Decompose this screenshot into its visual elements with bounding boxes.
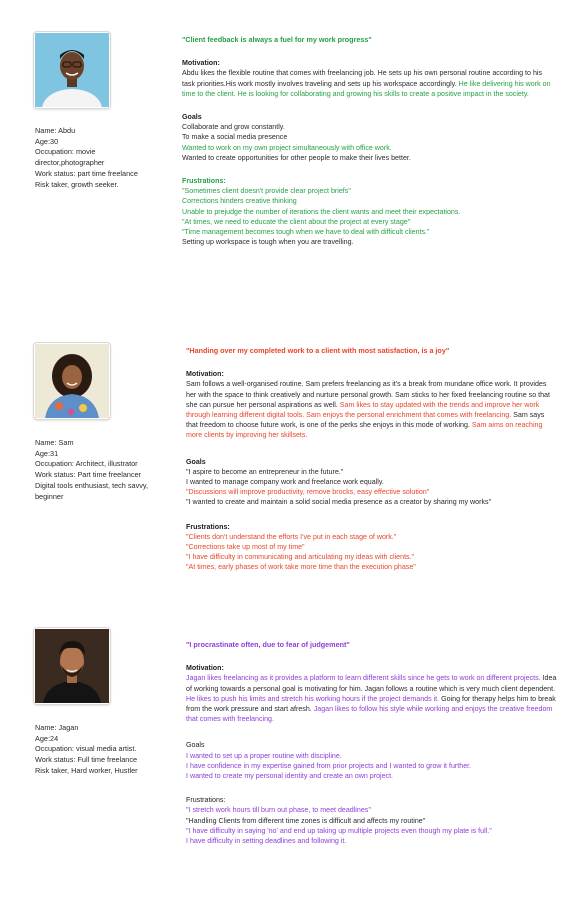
sam-frustration-item: "I have difficulty in communicating and articulating my ideas with clients." [186,553,415,562]
sam-info [35,438,165,502]
sam-frustration-item: "Corrections take up most of my time" [186,543,305,552]
abdu-info [35,126,165,190]
jagan-occupation: Occupation: visual media artist. [35,744,137,754]
jagan-frustration-item: "Handling Clients from different time zones is difficult and affects my routine" [186,816,426,825]
jagan-goals-title: Goals [186,741,205,750]
abdu-frustrations-title: Frustrations: [182,177,226,186]
abdu-motivation-title: Motivation: [182,59,220,68]
sam-goal-item: "I aspire to become an entrepreneur in the future." [186,467,344,476]
abdu-goals-list [182,122,554,163]
jagan-content [186,640,558,846]
abdu-work-status: Work status: part time freelance [35,168,138,178]
abdu-goal-item: Wanted to create opportunities for other people to make their lives better. [182,153,411,162]
sam-traits: Digital tools enthusiast, tech savvy, beginner [35,480,149,501]
sam-motivation-part-1: Sam follows a well-organised routine. Sam prefers freelancing as it's a break from mundane office work. It provides her with the space to think creatively and nurture personal growth. Sam sticks to her fixed freelancing routine so that she can pursue her personal aspirations as well. [186,380,550,409]
sam-frustration-item: "Clients don't understand the efforts I've put in each stage of work." [186,532,397,541]
abdu-quote: "Client feedback is always a fuel for my work progress" [182,35,372,44]
jagan-motivation-part-3: He likes to push his limits and stretch his working hours if the project demands it. [186,694,440,703]
abdu-goal-item: To make a social media presence [182,133,288,142]
abdu-age: Age:30 [35,136,59,146]
jagan-goals-list [186,751,558,782]
abdu-frustration-item: "Time management becomes tough when we have to deal with difficult clients." [182,228,430,237]
jagan-frustrations-list [186,805,558,846]
sam-motivation-part-2: Sam likes to stay updated with the trends and improve her work through learning different digital tools. Sam enjoys the personal enrichment that comes with freelancing. [186,400,540,420]
jagan-motivation-part-4: Going for therapy helps him to break from the work pressure and start afresh. [186,694,556,714]
abdu-traits: Risk taker, growth seeker. [35,179,119,189]
sam-photo [33,342,111,420]
abdu-motivation-text [182,68,554,99]
abdu-goals-title: Goals [182,113,202,122]
sam-quote: "Handing over my completed work to a client with most satisfaction, is a joy" [186,346,450,355]
abdu-frustration-item: Corrections hinders creative thinking [182,197,297,206]
sam-motivation-text [186,379,558,440]
sam-name: Name: Sam [35,438,74,447]
sam-frustration-item: "At times, early phases of work take more time than the execution phase" [186,563,416,572]
abdu-goal-item: Collaborate and grow constantly. [182,123,285,132]
abdu-goal-item: Wanted to work on my own project simultaneously with office work. [182,143,392,152]
jagan-info [35,723,165,777]
abdu-motivation-part-1: Abdu likes the flexible routine that comes with freelancing job. He sets up his own personal routine according to his task priorities.His work mostly involves traveling and sets up his workspace accordingly. [182,69,543,88]
jagan-portrait-image [35,629,109,703]
abdu-frustration-item: Setting up workspace is tough when you are travelling. [182,238,354,247]
sam-goal-item: "Discussions will improve productivity, remove brocks, easy effective solution" [186,488,430,497]
sam-motivation-part-3: Sam says that freedom to choose future work, is one of the perks she enjoys in this mode of working. [186,411,545,430]
jagan-motivation-text [186,673,558,724]
sam-goals-list [186,467,558,508]
jagan-photo [33,627,111,705]
jagan-name: Name: Jagan [35,723,79,732]
abdu-content [182,35,554,247]
sam-portrait-image [35,344,109,418]
abdu-motivation-part-2: He like delivering his work on time to the client. He is looking for collaborating and growing his skills to create a positive impact in the society. [182,79,551,98]
abdu-photo [33,31,111,109]
sam-work-status: Work status: Part time freelancer [35,470,142,480]
sam-content [186,346,558,573]
sam-frustrations-list [186,532,558,573]
jagan-frustration-item: "I have difficulty in saying 'no' and end up taking up multiple projects even though my plate is full." [186,826,492,835]
abdu-occupation: Occupation: movie director,photographer [35,147,105,168]
jagan-quote: "I procrastinate often, due to fear of judgement" [186,640,350,649]
sam-occupation: Occupation: Architect, illustrator [35,459,138,469]
sam-goal-item: "I wanted to create and maintain a solid social media presence as a creator by sharing my works" [186,498,492,507]
jagan-traits: Risk taker, Hard worker, Hustler [35,765,138,775]
jagan-frustration-item: I have difficulty in setting deadlines and following it. [186,837,347,846]
sam-frustrations-title: Frustrations: [186,522,230,531]
sam-goal-item: I wanted to manage company work and freelance work equally. [186,478,384,487]
sam-age: Age:31 [35,448,59,458]
jagan-frustration-item: "I stretch work hours till burn out phase, to meet deadlines" [186,806,371,815]
jagan-goal-item: I wanted to set up a proper routine with discipline. [186,751,342,760]
jagan-motivation-title: Motivation: [186,664,224,673]
jagan-frustrations-title: Frustrations: [186,796,226,805]
jagan-motivation-part-5: Jagan likes to follow his style while working and enjoys the creative freedom that comes with freelancing. [186,705,553,724]
sam-goals-title: Goals [186,457,206,466]
sam-motivation-part-4: Sam aims on reaching more clients by improving her skillsets. [186,421,543,440]
sam-motivation-title: Motivation: [186,370,224,379]
jagan-goal-item: I wanted to create my personal identity and create an own project. [186,772,394,781]
jagan-work-status: Work status: Full time freelance [35,755,138,765]
abdu-name: Name: Abdu [35,126,76,135]
jagan-motivation-part-2: Idea of working towards a personal goal is motivating for him. Jagan follows a routine which is very much client dependent. [186,674,557,693]
abdu-frustration-item: "Sometimes client doesn't provide clear project briefs" [182,187,351,196]
abdu-frustration-item: "At times, we need to educate the client about the project at every stage" [182,217,411,226]
abdu-frustration-item: Unable to prejudge the number of iterations the client wants and meet their expectations. [182,207,461,216]
jagan-goal-item: I have confidence in my expertise gained from prior projects and I wanted to grow it further. [186,761,472,770]
abdu-portrait-image [35,33,109,107]
jagan-motivation-part-1: Jagan likes freelancing as it provides a platform to learn different skills since he gets to work on different projects. [186,674,541,683]
jagan-age: Age:24 [35,733,59,743]
abdu-frustrations-list [182,186,554,247]
